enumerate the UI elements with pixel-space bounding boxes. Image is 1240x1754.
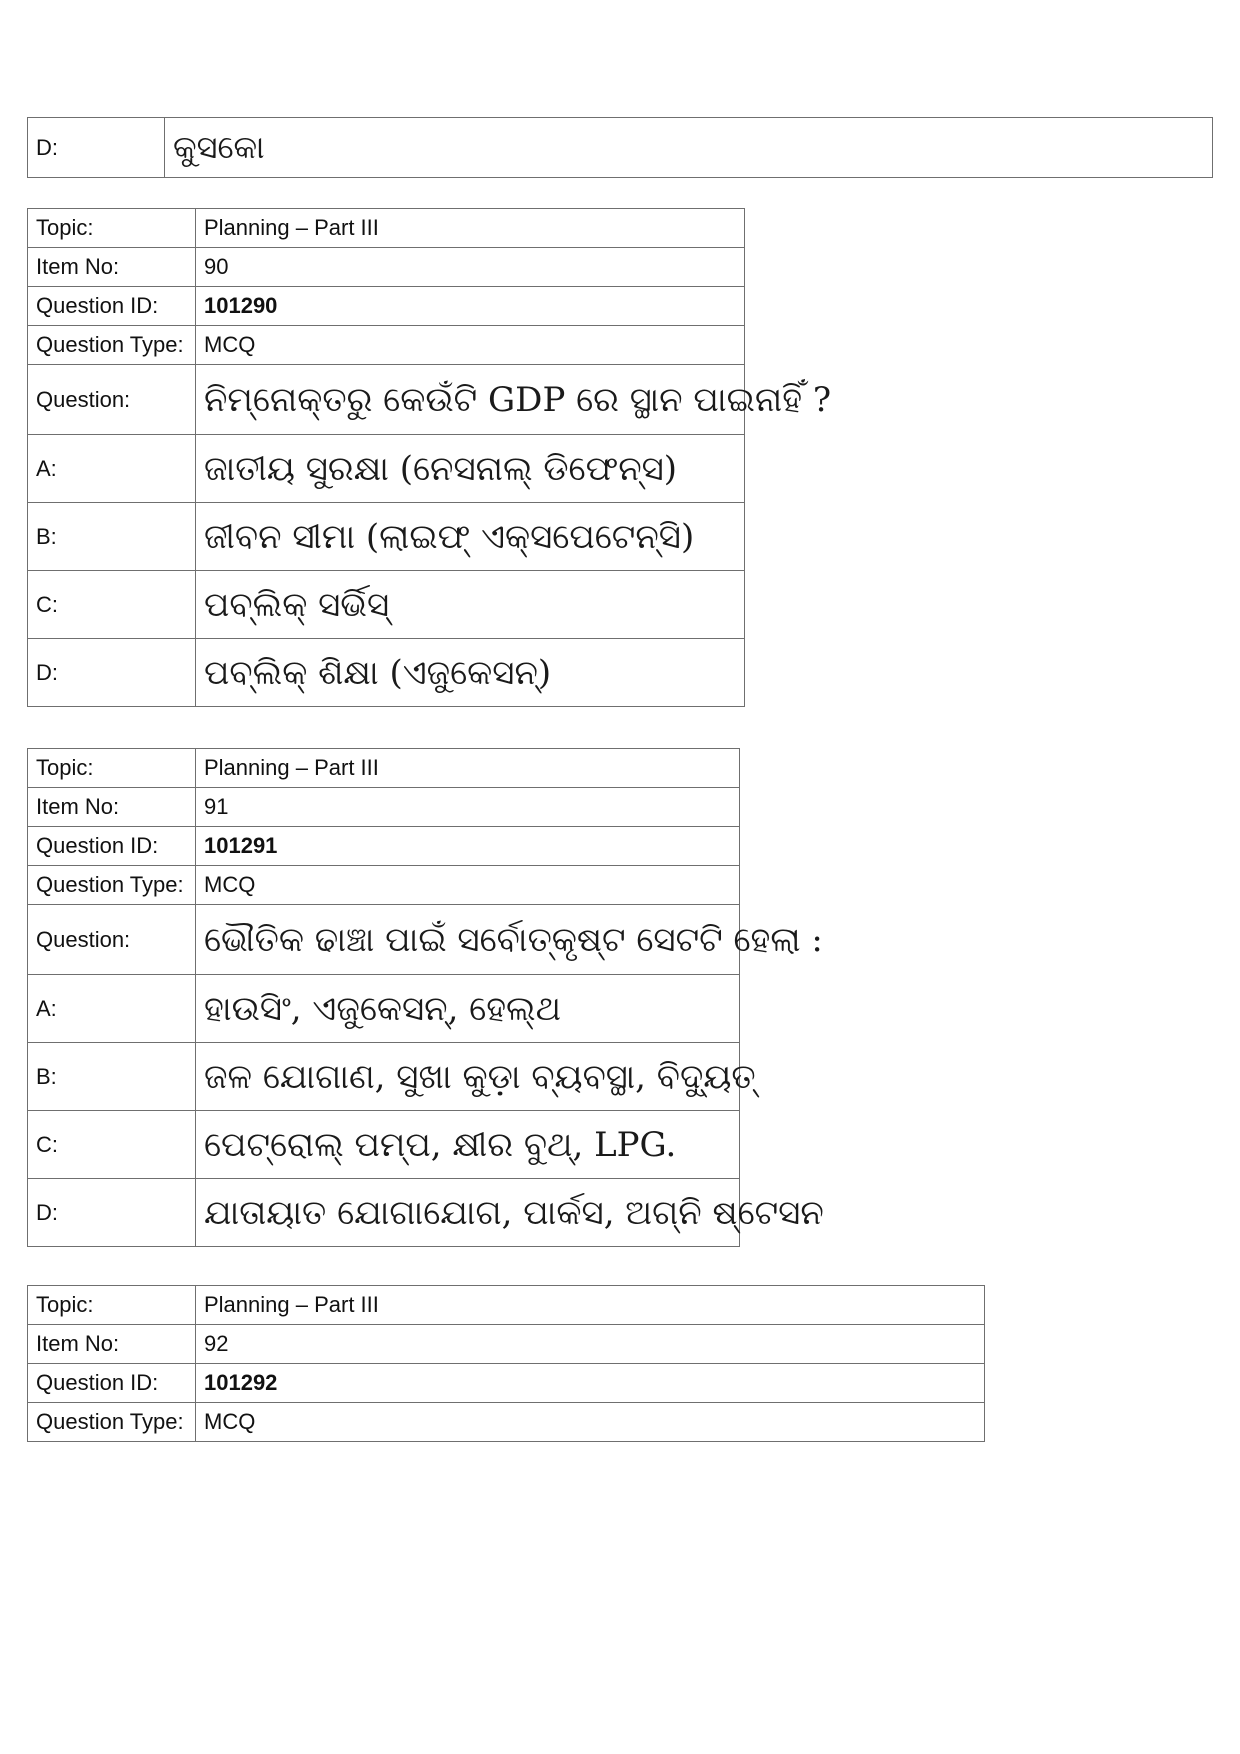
option-c-label: C: [28, 1111, 196, 1179]
topic-label: Topic: [28, 1286, 196, 1325]
option-a-label: A: [28, 435, 196, 503]
option-b-text: ଜଳ ଯୋଗାଣ, ସୁଖା କୁଡ଼ା ବ୍ୟବସ୍ଥା, ବିଦ୍ୟୁତ୍ [196, 1043, 740, 1111]
topic-label: Topic: [28, 749, 196, 788]
option-b-text: ଜୀବନ ସୀମା (ଲାଇଫ୍ ଏକ୍ସପେଟେନ୍ସି) [196, 503, 745, 571]
option-c-label: C: [28, 571, 196, 639]
question-type-label: Question Type: [28, 326, 196, 365]
question-type-label: Question Type: [28, 866, 196, 905]
question-type-value: MCQ [196, 1403, 985, 1442]
option-d-text: କୁସକୋ [165, 118, 1213, 178]
question-table-92 [27, 1285, 985, 1442]
option-a-text: ହାଉସିଂ, ଏଜୁକେସନ୍, ହେଲ୍ଥ [196, 975, 740, 1043]
item-no-value: 90 [196, 248, 745, 287]
question-type-value: MCQ [196, 866, 740, 905]
question-id-value: 101290 [196, 287, 745, 326]
question-id-value: 101292 [196, 1364, 985, 1403]
topic-label: Topic: [28, 209, 196, 248]
option-d-label: D: [28, 118, 165, 178]
item-no-value: 92 [196, 1325, 985, 1364]
option-d-text: ଯାତାୟାତ ଯୋଗାଯୋଗ, ପାର୍କସ, ଅଗ୍ନି ଷ୍ଟେସନ [196, 1179, 740, 1247]
question-label: Question: [28, 905, 196, 975]
question-text: ନିମ୍ନୋକ୍ତରୁ କେଉଁଟି GDP ରେ ସ୍ଥାନ ପାଇନାହିଁ ? [196, 365, 745, 435]
topic-value: Planning – Part III [196, 749, 740, 788]
question-id-label: Question ID: [28, 827, 196, 866]
item-no-label: Item No: [28, 248, 196, 287]
question-type-label: Question Type: [28, 1403, 196, 1442]
topic-value: Planning – Part III [196, 1286, 985, 1325]
item-no-label: Item No: [28, 1325, 196, 1364]
option-c-text: ପେଟ୍ରୋଲ୍ ପମ୍ପ, କ୍ଷୀର ବୁଥ୍, LPG. [196, 1111, 740, 1179]
option-d-text: ପବ୍ଲିକ୍ ଶିକ୍ଷା (ଏଜୁକେସନ୍) [196, 639, 745, 707]
question-type-value: MCQ [196, 326, 745, 365]
option-d-label: D: [28, 639, 196, 707]
option-a-text: ଜାତୀୟ ସୁରକ୍ଷା (ନେସନାଲ୍ ଡିଫେନ୍ସ) [196, 435, 745, 503]
option-b-label: B: [28, 1043, 196, 1111]
option-a-label: A: [28, 975, 196, 1043]
item-no-label: Item No: [28, 788, 196, 827]
question-id-label: Question ID: [28, 287, 196, 326]
prev-question-tail-table [27, 117, 1213, 178]
option-c-text: ପବ୍ଲିକ୍ ସର୍ଭିସ୍ [196, 571, 745, 639]
question-table-91 [27, 748, 824, 1247]
topic-value: Planning – Part III [196, 209, 745, 248]
question-table-90 [27, 208, 832, 707]
item-no-value: 91 [196, 788, 740, 827]
question-id-value: 101291 [196, 827, 740, 866]
question-id-label: Question ID: [28, 1364, 196, 1403]
option-b-label: B: [28, 503, 196, 571]
question-label: Question: [28, 365, 196, 435]
option-d-label: D: [28, 1179, 196, 1247]
question-text: ଭୌତିକ ଢାଞ୍ଚା ପାଇଁ ସର୍ବୋତ୍କୃଷ୍ଟ ସେଟଟି ହେଲା : [196, 905, 740, 975]
